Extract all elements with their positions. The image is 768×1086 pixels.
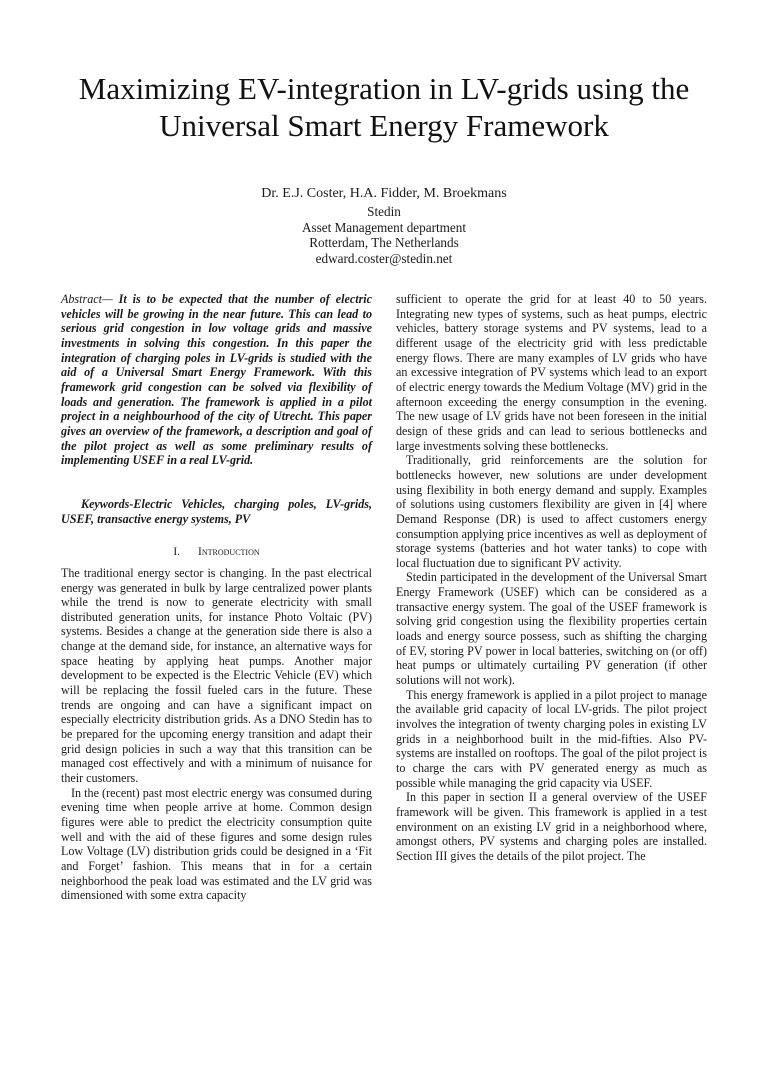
title-line-2: Universal Smart Energy Framework	[159, 108, 609, 143]
affiliation-location: Rotterdam, The Netherlands	[309, 235, 459, 250]
paragraph: In this paper in section II a general overview of the USEF framework will be given. This framework is applied in a test environment on an existing LV grid in a neighborhood where, amongst others, PV systems and charging poles are installed. Section III gives the details of the pilot project. The	[396, 790, 707, 863]
paper-title	[0, 70, 768, 144]
affiliation-department: Asset Management department	[301, 219, 467, 235]
title-line-1: Maximizing EV-integration in LV-grids using the	[78, 71, 690, 106]
paragraph: In the (recent) past most electric energy was consumed during evening time when people arrive at home. Common design figures were able to predict the electricity consumption quite well and with the aid of these figures and some design rules Low Voltage (LV) distribution grids could be designed in a ‘Fit and Forget’ fashion. This means that in for a certain neighborhood the peak load was estimated and the LV grid was dimensioned with some extra capacity	[61, 785, 372, 903]
author-block	[0, 185, 768, 266]
author-names: Dr. E.J. Coster, H.A. Fidder, M. Broekmans	[261, 186, 507, 201]
paragraph: Traditionally, grid reinforcements are the solution for bottlenecks however, new solutions are under development using flexibility in both energy demand and supply. Examples of solutions using customers flexibility are given in [4] where Demand Response (DR) is used to affect customers energy consumption applying price incentives as well as deployment of storage systems (batteries and hot water tanks) to cope with local fluctuation due to significant PV activity.	[396, 453, 707, 570]
abstract	[61, 292, 372, 468]
author-email: edward.coster@stedin.net	[315, 250, 453, 266]
section-heading-introduction	[61, 545, 372, 560]
section-number: I.	[173, 546, 181, 559]
paragraph: This energy framework is applied in a pilot project to manage the available grid capacity of local LV-grids. The pilot project involves the integration of twenty charging poles in existing LV grids in a neighborhood built in the mid-fifties. Also PV-systems are installed on rooftops. The goal of the pilot project is to charge the cars with PV generated energy as much as possible while managing the grid capacity via USEF.	[396, 687, 707, 790]
abstract-text: It is to be expected that the number of electric vehicles will be growing in the near future. This can lead to serious grid congestion in low voltage grids and massive investments in solving this congestion. In this paper the integration of charging poles in LV-grids is studied with the aid of a Universal Smart Energy Framework. With this framework grid congestion can be solved via flexibility of loads and generation. The framework is applied in a pilot project in a neighbourhood of the city of Utrecht. This paper gives an overview of the framework, a description and goal of the pilot project as well as some preliminary results of implementing USEF in a real LV-grid.	[61, 292, 372, 468]
abstract-label: Abstract—	[61, 292, 113, 306]
left-column	[61, 292, 372, 903]
keywords: Keywords-Electric Vehicles, charging poles, LV-grids, USEF, transactive energy systems, PV	[61, 496, 372, 526]
affiliation-org: Stedin	[367, 204, 401, 219]
right-column	[396, 292, 707, 864]
paragraph: The traditional energy sector is changing. In the past electrical energy was generated in bulk by large centralized power plants while the trend is now to generate electricity with small distributed generation units, for instance Photo Voltaic (PV) systems. Besides a change at the generation side there is also a change at the demand side, for instance, an alternative ways for space heating by applying heat pumps. Another major development to be expected is the Electric Vehicle (EV) which will be replacing the fossil fueled cars in the future. These trends are ongoing and can have a significant impact on especially electricity distribution grids. As a DNO Stedin has to be prepared for the upcoming energy transition and adapt their grid design policies in such a way that this transition can be managed cost effectively and with a minimum of nuisance for their customers.	[61, 565, 372, 786]
paragraph: sufficient to operate the grid for at least 40 to 50 years. Integrating new types of systems, such as heat pumps, electric vehicles, battery storage systems and PV systems, lead to a different usage of the electricity grid with less predictable energy flows. There are many examples of LV grids who have an excessive integration of PV systems which lead to an export of electric energy towards the Medium Voltage (MV) grid in the afternoon exceeding the energy consumption in the evening. The new usage of LV grids have not been foreseen in the initial design of these grids and can lead to serious bottlenecks and large investments solving these bottlenecks.	[396, 292, 707, 453]
paragraph: Stedin participated in the development of the Universal Smart Energy Framework (USEF) which can be considered as a transactive energy system. The goal of the USEF framework is solving grid congestion using the flexibility properties certain loads and energy source possess, such as shifting the charging of EV, storing PV power in local batteries, switching on (or off) heat pumps or ultimately curtailing PV generation (if other solutions will not work).	[396, 570, 707, 688]
section-title: Introduction	[198, 546, 260, 559]
